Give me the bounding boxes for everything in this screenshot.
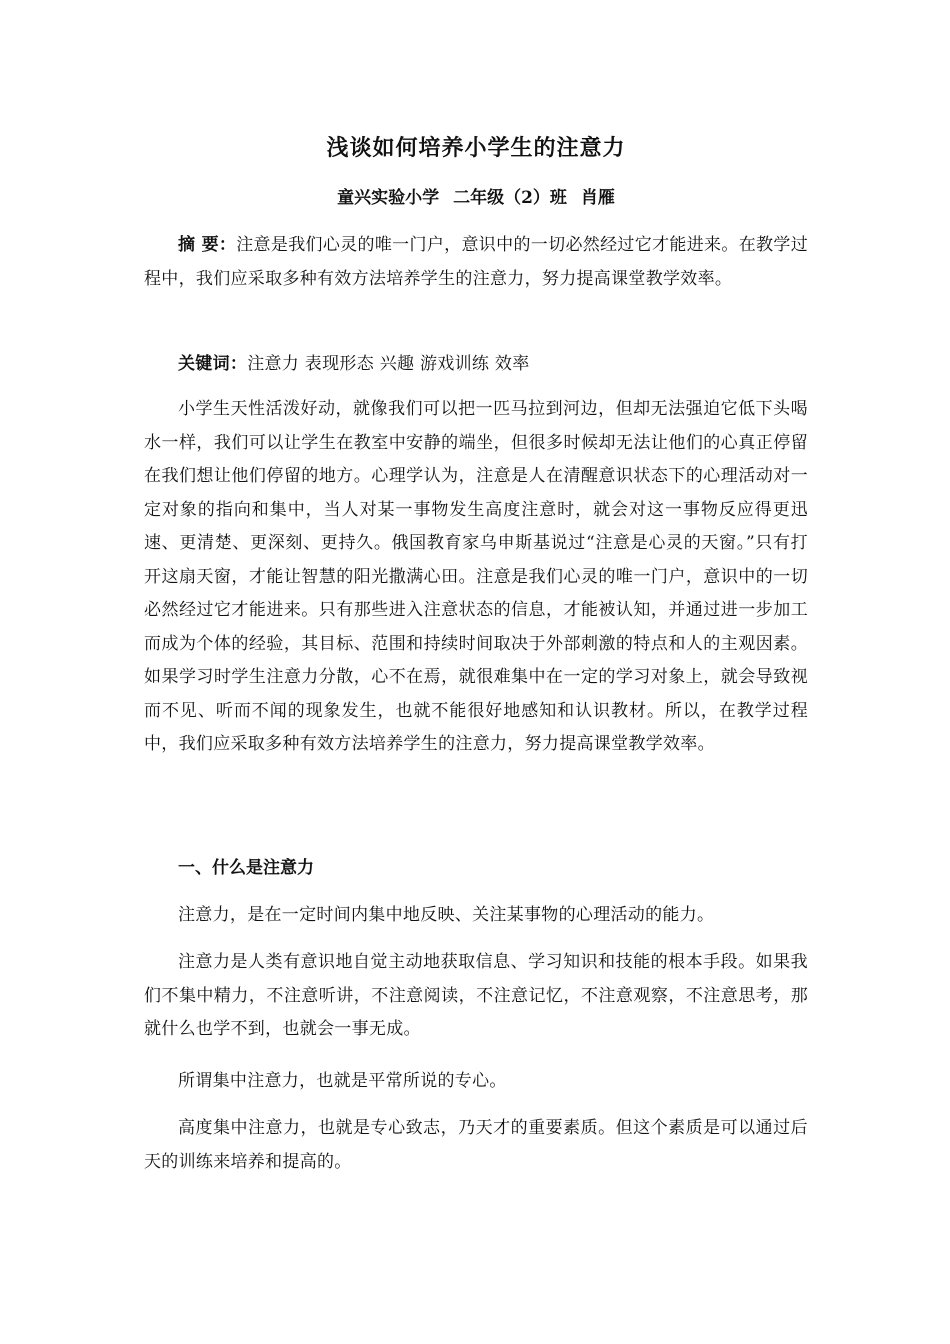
- keywords-paragraph: [144, 348, 808, 382]
- keywords-text: 注意力 表现形态 兴趣 游戏训练 效率: [247, 354, 530, 374]
- keywords-label: 关键词：: [178, 354, 248, 374]
- section-paragraph-2: 注意力是人类有意识地自觉主动地获取信息、学习知识和技能的根本手段。如果我们不集中精力，不注意听讲，不注意阅读，不注意记忆，不注意观察，不注意思考，那就什么也学不到，也就会一事无成。: [144, 952, 808, 1039]
- author-school: 童兴实验小学: [337, 188, 440, 208]
- author-name: 肖雁: [580, 188, 615, 208]
- page-title: 浅谈如何培养小学生的注意力: [326, 135, 626, 161]
- abstract-text: 注意是我们心灵的唯一门户，意识中的一切必然经过它才能进来。在教学过程中，我们应采取多种有效方法培养学生的注意力，努力提高课堂教学效率。: [144, 235, 808, 289]
- abstract-paragraph: [144, 229, 808, 296]
- document-page: [144, 0, 808, 1344]
- author-class: 二年级（2）班: [453, 188, 567, 208]
- section-paragraph-1: 注意力，是在一定时间内集中地反映、关注某事物的心理活动的能力。: [178, 905, 715, 925]
- author-line: [144, 184, 808, 212]
- section-heading: 一、什么是注意力: [178, 858, 314, 878]
- section-paragraph-4: 高度集中注意力，也就是专心致志，乃天才的重要素质。但这个素质是可以通过后天的训练来培养和提高的。: [144, 1118, 808, 1172]
- intro-paragraph: 小学生天性活泼好动，就像我们可以把一匹马拉到河边，但却无法强迫它低下头喝水一样，我们可以让学生在教室中安静的端坐，但很多时候却无法让他们的心真正停留在我们想让他们停留的地方。心理学认为，注意是人在清醒意识状态下的心理活动对一定对象的指向和集中，当人对某一事物发生高度注意时，就会对这一事物反应得更迅速、更清楚、更深刻、更持久。俄国教育家乌申斯基说过“注意是心灵的天窗。”只有打开这扇天窗，才能让智慧的阳光撒满心田。注意是我们心灵的唯一门户，意识中的一切必然经过它才能进来。只有那些进入注意状态的信息，才能被认知，并通过进一步加工而成为个体的经验，其目标、范围和持续时间取决于外部刺激的特点和人的主观因素。如果学习时学生注意力分散，心不在焉，就很难集中在一定的学习对象上，就会导致视而不见、听而不闻的现象发生，也就不能很好地感知和认识教材。所以，在教学过程中，我们应采取多种有效方法培养学生的注意力，努力提高课堂教学效率。: [144, 399, 808, 754]
- abstract-label: 摘 要：: [178, 235, 237, 255]
- section-paragraph-3: 所谓集中注意力，也就是平常所说的专心。: [178, 1071, 507, 1091]
